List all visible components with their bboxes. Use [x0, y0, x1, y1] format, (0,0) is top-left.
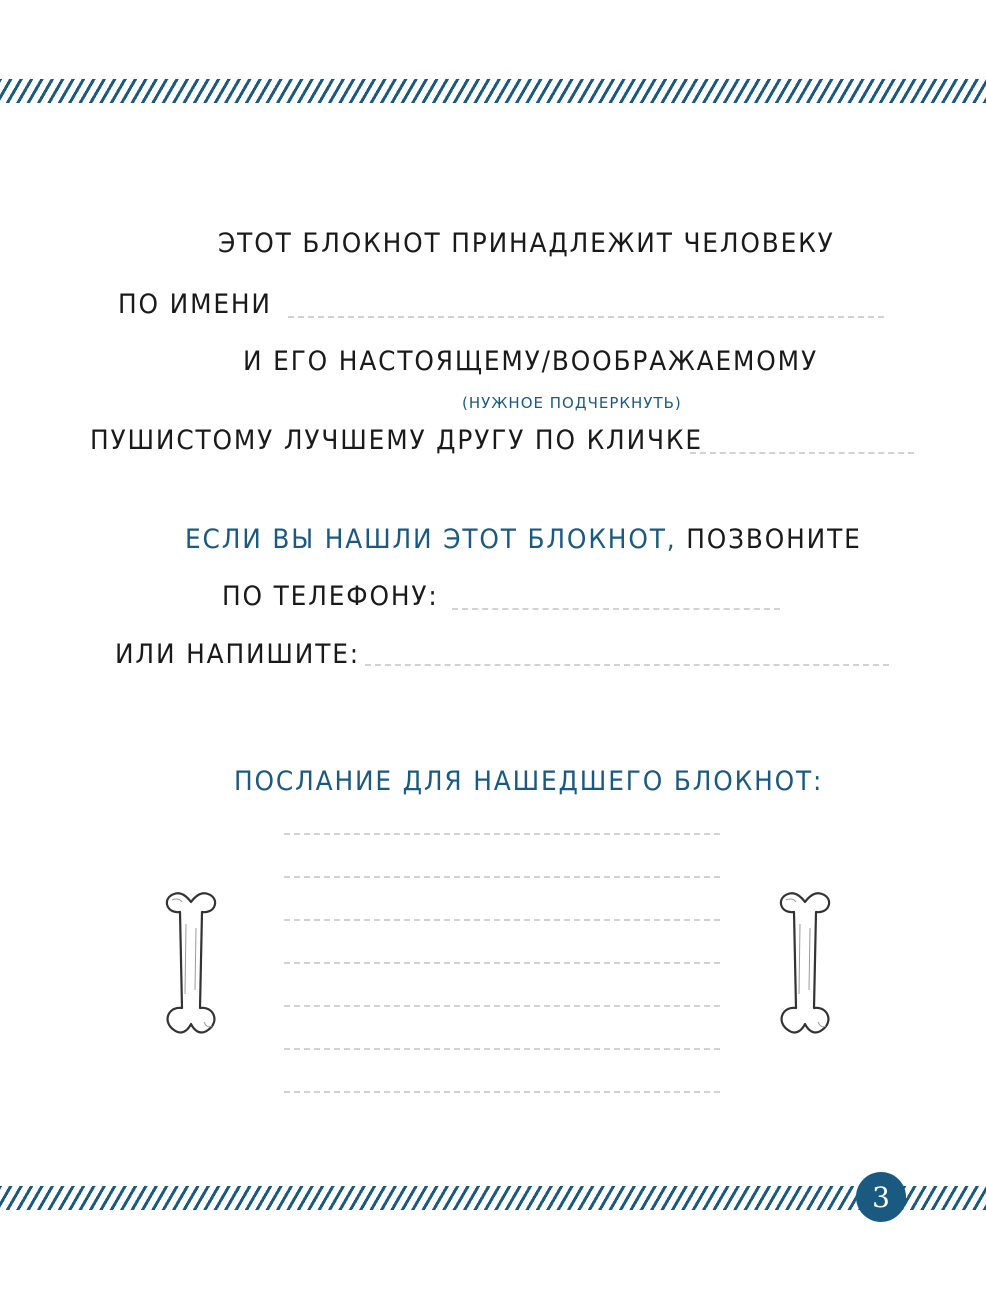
message-line-7[interactable] — [284, 1091, 720, 1093]
message-line-4[interactable] — [284, 962, 720, 964]
write-label: ИЛИ НАПИШИТЕ: — [115, 639, 360, 670]
underline-note: (НУЖНОЕ ПОДЧЕРКНУТЬ) — [462, 394, 682, 412]
phone-label: ПО ТЕЛЕФОНУ: — [222, 581, 439, 612]
owner-line-3: И ЕГО НАСТОЯЩЕМУ/ВООБРАЖАЕМОМУ — [243, 346, 818, 377]
message-line-2[interactable] — [284, 876, 720, 878]
phone-field[interactable] — [452, 608, 780, 610]
message-line-6[interactable] — [284, 1048, 720, 1050]
write-field[interactable] — [365, 664, 889, 666]
page-number: 3 — [856, 1172, 906, 1222]
name-label: ПО ИМЕНИ — [118, 289, 272, 320]
call-text: ПОЗВОНИТЕ — [686, 524, 862, 555]
pet-name-field[interactable] — [690, 452, 914, 454]
bone-icon-right — [772, 890, 838, 1038]
pet-name-label: ПУШИСТОМУ ЛУЧШЕМУ ДРУГУ ПО КЛИЧКЕ — [90, 425, 703, 456]
name-field[interactable] — [288, 316, 884, 318]
bottom-stripe-border — [0, 1186, 986, 1210]
bone-icon-left — [158, 890, 224, 1038]
message-line-3[interactable] — [284, 919, 720, 921]
message-title: ПОСЛАНИЕ ДЛЯ НАШЕДШЕГО БЛОКНОТ: — [234, 766, 824, 797]
message-line-1[interactable] — [284, 833, 720, 835]
owner-line-1: ЭТОТ БЛОКНОТ ПРИНАДЛЕЖИТ ЧЕЛОВЕКУ — [218, 228, 835, 259]
top-stripe-border — [0, 79, 986, 103]
message-line-5[interactable] — [284, 1005, 720, 1007]
found-line — [185, 524, 862, 555]
found-text: ЕСЛИ ВЫ НАШЛИ ЭТОТ БЛОКНОТ, — [185, 524, 677, 555]
